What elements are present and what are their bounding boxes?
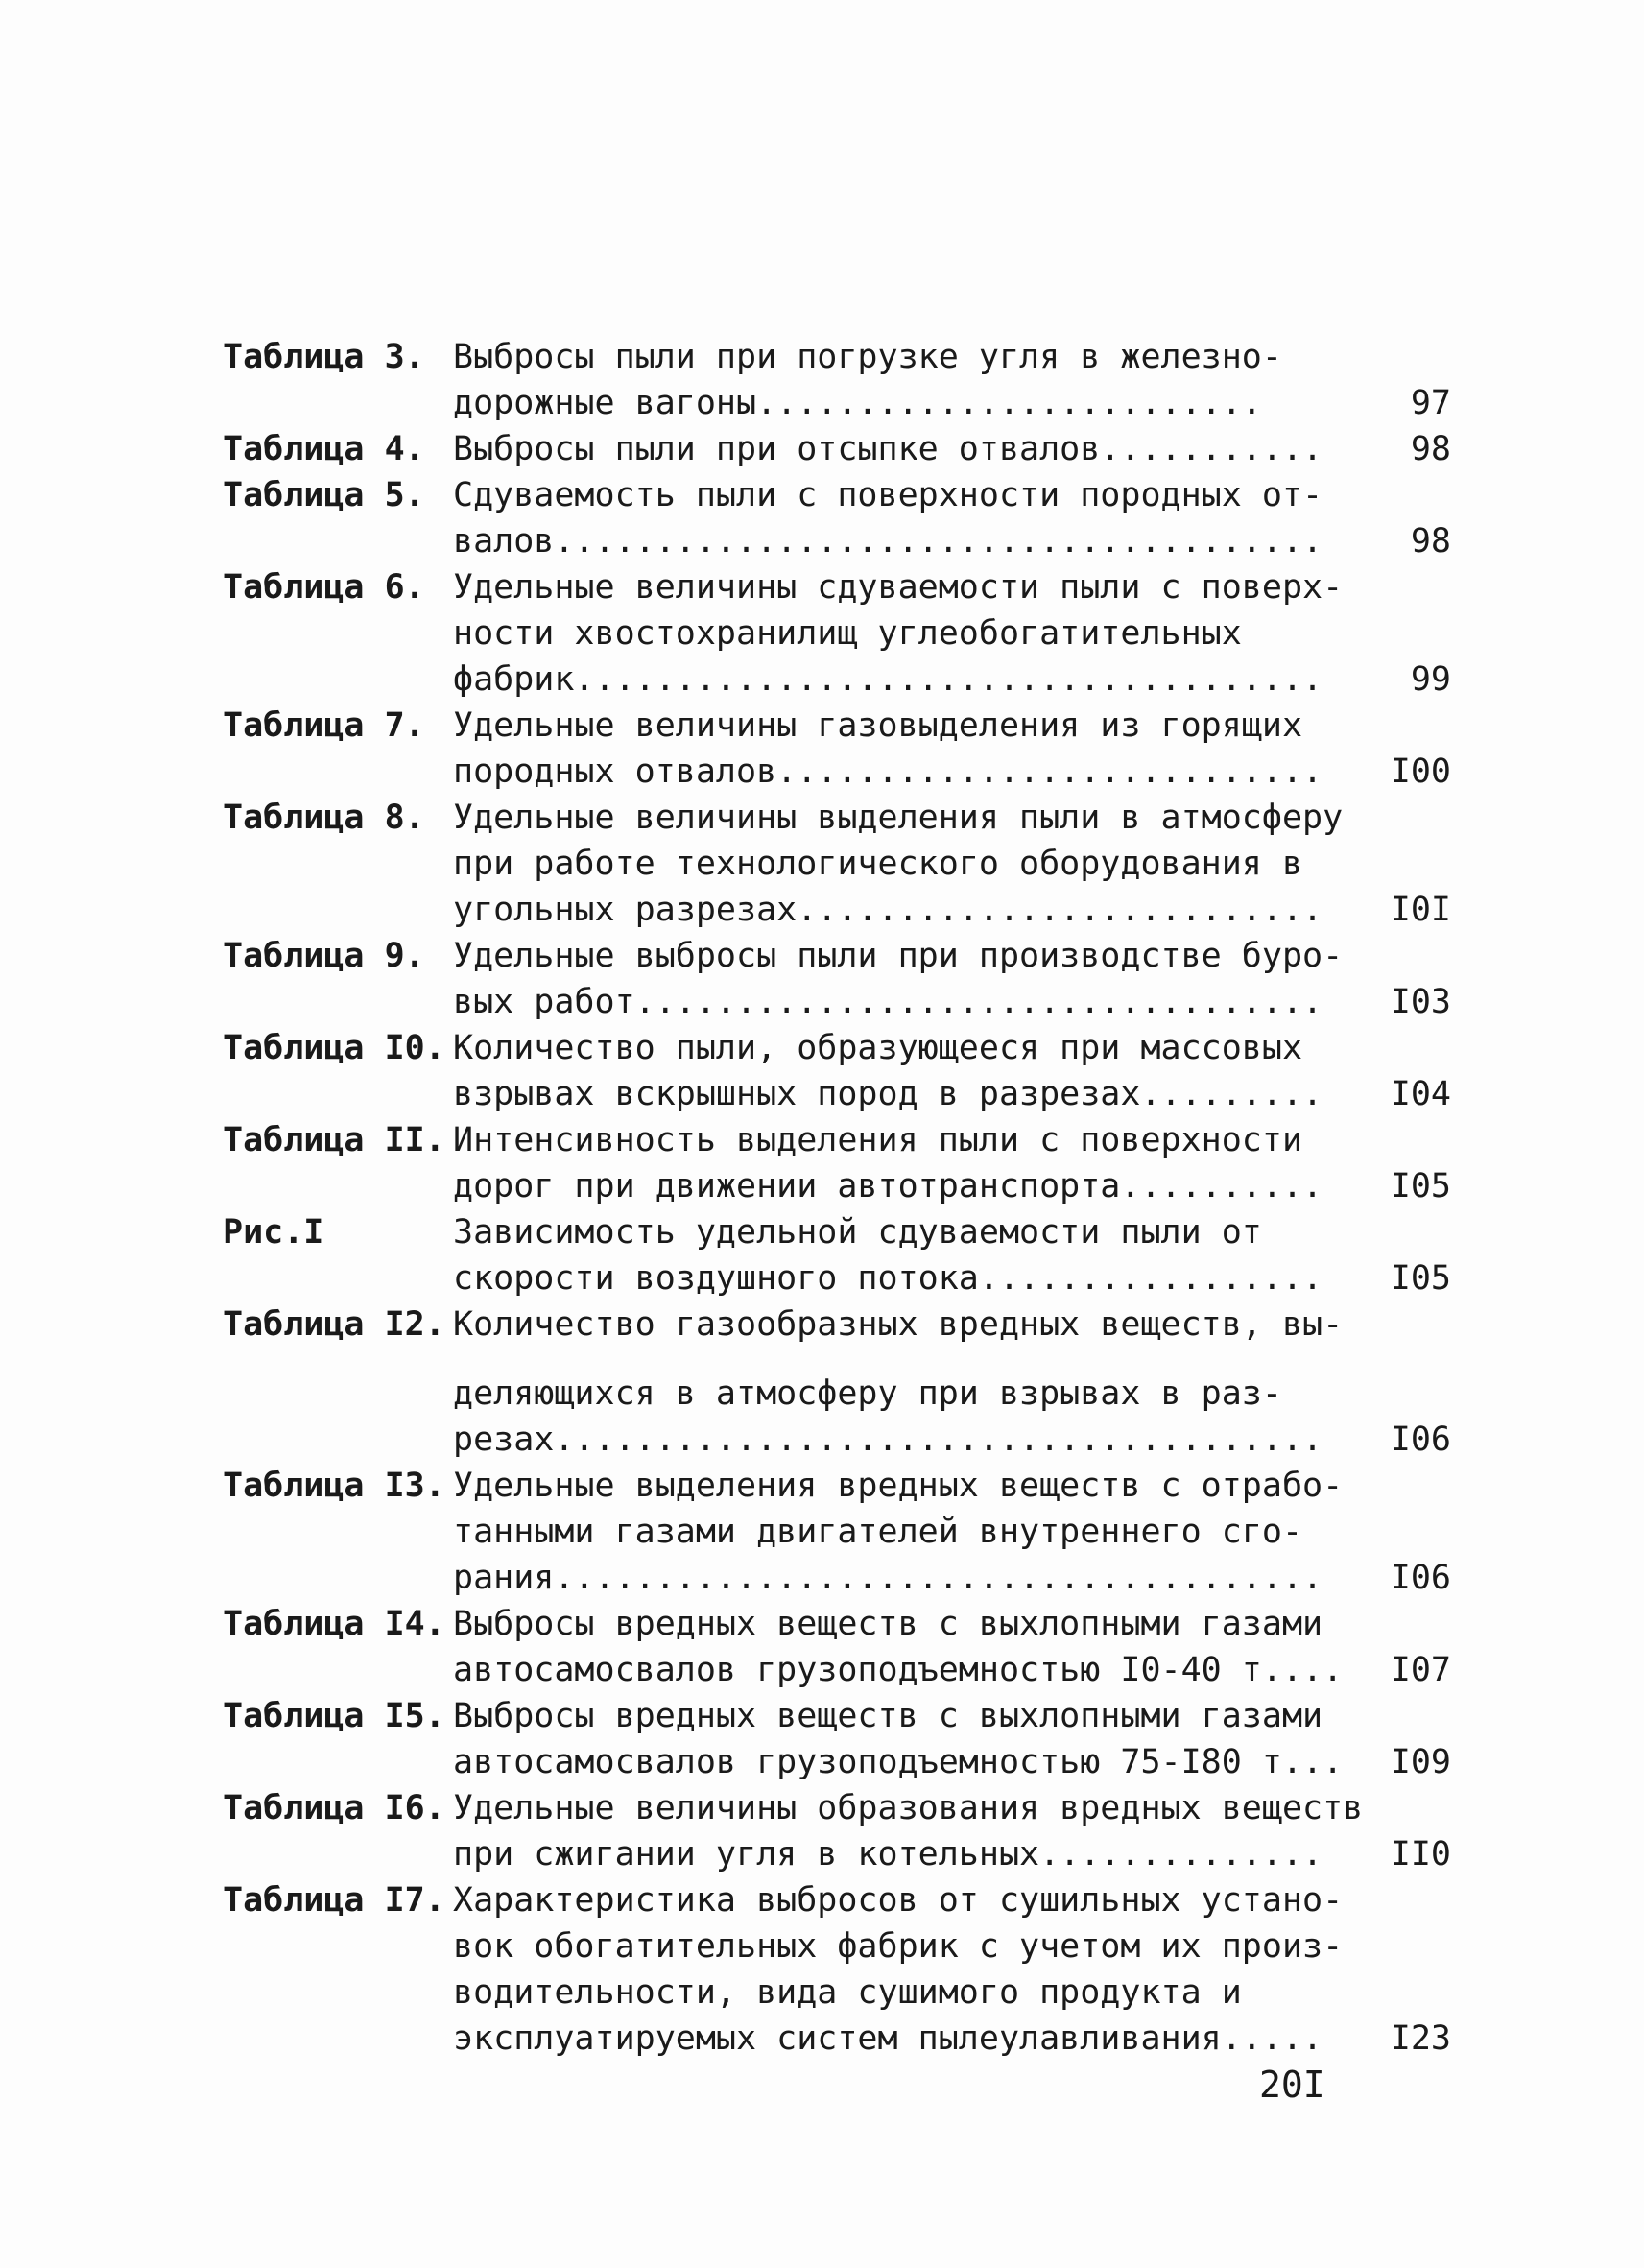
toc-entry-title (453, 472, 1323, 564)
toc-entry-page-number: I06 (1390, 1559, 1451, 1597)
toc-entry-title-line: дорог при движении автотранспорта.......... (453, 1167, 1323, 1206)
toc-entry (223, 426, 1451, 472)
toc-entry-title (453, 795, 1344, 933)
toc-entry-title (453, 703, 1323, 795)
toc-entry-title-line: автосамосвалов грузоподъемностью 75-I80 т... (453, 1743, 1344, 1781)
toc-entry-title-line: скорости воздушного потока................. (453, 1259, 1323, 1298)
toc-entry-label: Таблица I5. (223, 1697, 445, 1735)
toc-entry-page-number: I05 (1390, 1259, 1451, 1298)
toc-entry (223, 1693, 1451, 1785)
toc-entry (223, 1877, 1451, 2062)
toc-entry (223, 933, 1451, 1025)
toc-entry-title-line: Характеристика выбросов от сушильных устано- (453, 1881, 1344, 1920)
toc-entry-title-line: рания...................................... (453, 1559, 1323, 1597)
toc-entry-page-number: 98 (1410, 522, 1451, 561)
toc-entry-label: Рис.I (223, 1213, 324, 1252)
toc-entry-title-line: взрывах вскрышных пород в разрезах......... (453, 1075, 1323, 1113)
toc-entry-title-line: деляющихся в атмосферу при взрывах в раз- (453, 1374, 1282, 1413)
toc-entry-title-line: эксплуатируемых систем пылеулавливания..... (453, 2019, 1323, 2058)
toc-entry-title-line: угольных разрезах.......................... (453, 891, 1323, 929)
toc-entry-title (453, 426, 1323, 472)
toc-entry-label: Таблица 9. (223, 937, 425, 975)
toc-entry-title-line: при сжигании угля в котельных.............. (453, 1835, 1323, 1874)
toc-entry-title-line: при работе технологического оборудования в (453, 845, 1303, 883)
toc-entry (223, 795, 1451, 933)
toc-entry-page-number: I0I (1390, 891, 1451, 929)
toc-entry-title (453, 1025, 1323, 1117)
toc-entry-label: Таблица II. (223, 1121, 445, 1159)
toc-entry (223, 1025, 1451, 1117)
toc-entry (223, 1117, 1451, 1209)
toc-entry-page-number: I00 (1390, 752, 1451, 791)
toc-entry-label: Таблица I3. (223, 1467, 445, 1505)
toc-entry-title (453, 1301, 1344, 1463)
toc-entry-title-line: резах...................................... (453, 1420, 1323, 1459)
toc-entry-label: Таблица I6. (223, 1789, 445, 1827)
toc-entry-page-number: 98 (1410, 430, 1451, 468)
toc-entry-page-number: II0 (1390, 1835, 1451, 1874)
toc-entry-title-line: Зависимость удельной сдуваемости пыли от (453, 1213, 1262, 1252)
toc-entry-title (453, 1877, 1344, 2062)
toc-entry-title-line: вок обогатительных фабрик с учетом их произ- (453, 1927, 1344, 1966)
toc-entry-title (453, 1601, 1344, 1693)
toc-entry-page-number: I04 (1390, 1075, 1451, 1113)
toc-entry-title-line: Выбросы пыли при отсыпке отвалов........... (453, 430, 1323, 468)
toc-entry-title-line: Количество пыли, образующееся при массовых (453, 1029, 1303, 1067)
toc-entry (223, 1601, 1451, 1693)
toc-entry-title-line: автосамосвалов грузоподъемностью I0-40 т.... (453, 1651, 1344, 1689)
toc-entry-label: Таблица I7. (223, 1881, 445, 1920)
toc-entry-label: Таблица I4. (223, 1605, 445, 1643)
toc-entry-title-line: дорожные вагоны......................... (453, 384, 1262, 422)
toc-entry-title-line: Интенсивность выделения пыли с поверхности (453, 1121, 1303, 1159)
toc-entry-title-line: Удельные величины газовыделения из горящих (453, 706, 1303, 745)
toc-entry-label: Таблица I2. (223, 1305, 445, 1344)
toc-entry-page-number: I03 (1390, 983, 1451, 1021)
toc-entry-page-number: I23 (1390, 2019, 1451, 2058)
toc-entry-page-number: 97 (1410, 384, 1451, 422)
toc-entry-title-line: Удельные величины сдуваемости пыли с поверх- (453, 568, 1344, 607)
toc-entry-label: Таблица 6. (223, 568, 425, 607)
toc-entry-title-line: Выбросы пыли при погрузке угля в железно- (453, 338, 1282, 376)
toc-entry-label: Таблица 8. (223, 799, 425, 837)
toc-entry-page-number: I06 (1390, 1420, 1451, 1459)
toc-entry-title-line: фабрик..................................... (453, 660, 1323, 699)
toc-entry-title-line: Удельные величины образования вредных веществ (453, 1789, 1364, 1827)
toc-entry-title (453, 933, 1344, 1025)
toc-entry (223, 564, 1451, 703)
toc-entry-title-line: ности хвостохранилищ углеобогатительных (453, 614, 1242, 653)
toc-entry (223, 1463, 1451, 1601)
toc-entry (223, 1785, 1451, 1877)
toc-entry-title-line: Выбросы вредных веществ с выхлопными газами (453, 1697, 1323, 1735)
toc-entry-label: Таблица I0. (223, 1029, 445, 1067)
toc-entry-label: Таблица 7. (223, 706, 425, 745)
toc-entry-title (453, 1209, 1323, 1301)
toc-entry-label: Таблица 3. (223, 338, 425, 376)
toc-entry-title-line: Удельные величины выделения пыли в атмосферу (453, 799, 1344, 837)
toc-entry-label: Таблица 5. (223, 476, 425, 514)
toc-entry-title (453, 564, 1344, 703)
toc-entry-title-line: Удельные выделения вредных веществ с отрабо- (453, 1467, 1344, 1505)
toc-entry-title-line: вых работ.................................. (453, 983, 1323, 1021)
toc-entry-title-line: породных отвалов........................... (453, 752, 1323, 791)
toc-entry (223, 334, 1451, 426)
toc-entry-title-line: Количество газообразных вредных веществ, вы- (453, 1305, 1344, 1344)
toc-entry-title-line: Удельные выбросы пыли при производстве буро- (453, 937, 1344, 975)
toc-entry (223, 1301, 1451, 1463)
toc-entry-title (453, 1693, 1344, 1785)
table-of-contents (223, 334, 1451, 2062)
toc-entry-title (453, 334, 1298, 426)
toc-entry (223, 703, 1451, 795)
toc-entry-title-line: Выбросы вредных веществ с выхлопными газами (453, 1605, 1323, 1643)
toc-entry-label: Таблица 4. (223, 430, 425, 468)
toc-entry-page-number: I07 (1390, 1651, 1451, 1689)
toc-entry-title-line: Сдуваемость пыли с поверхности породных от- (453, 476, 1323, 514)
toc-entry (223, 472, 1451, 564)
toc-entry-title (453, 1463, 1344, 1601)
toc-entry-page-number: 99 (1410, 660, 1451, 699)
page-folio: 20I (1259, 2064, 1325, 2106)
toc-entry-title-line: валов...................................... (453, 522, 1323, 561)
toc-entry-title (453, 1785, 1364, 1877)
toc-entry-page-number: I05 (1390, 1167, 1451, 1206)
toc-entry-title-line: водительности, вида сушимого продукта и (453, 1973, 1242, 2012)
toc-entry-page-number: I09 (1390, 1743, 1451, 1781)
toc-entry-title-line: танными газами двигателей внутреннего сго- (453, 1513, 1303, 1551)
toc-entry (223, 1209, 1451, 1301)
toc-entry-title (453, 1117, 1323, 1209)
